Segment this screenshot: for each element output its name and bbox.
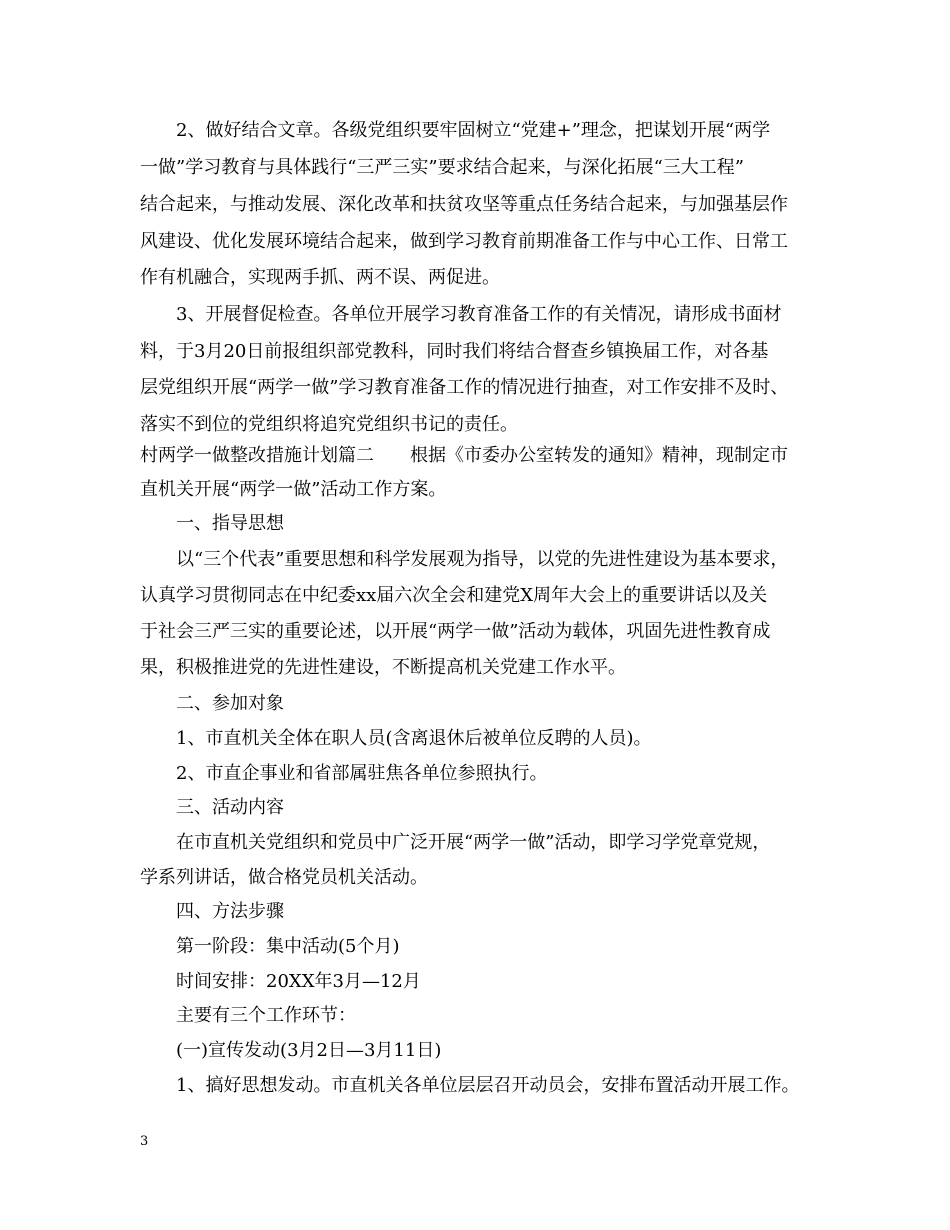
paragraph-line: 风建设、优化发展环境结合起来，做到学习教育前期准备工作与中心工作、日常工 bbox=[140, 231, 788, 252]
paragraph-line: 落实不到位的党组织将追究党组织书记的责任。 bbox=[140, 414, 518, 435]
section-heading: 一、指导思想 bbox=[176, 513, 284, 534]
paragraph-line: (一)宣传发动(3月2日—3月11日) bbox=[176, 1040, 442, 1061]
list-item: 1、市直机关全体在职人员(含离退休后被单位反聘的人员)。 bbox=[176, 728, 652, 749]
paragraph-line: 2、做好结合文章。各级党组织要牢固树立“党建+”理念，把谋划开展“两学 bbox=[176, 120, 771, 141]
paragraph-line: 果，积极推进党的先进性建设，不断提高机关党建工作水平。 bbox=[140, 657, 626, 678]
list-item: 2、市直企事业和省部属驻焦各单位参照执行。 bbox=[176, 763, 548, 784]
paragraph-line: 认真学习贯彻同志在中纪委xx届六次全会和建党X周年大会上的重要讲话以及关 bbox=[140, 585, 768, 606]
section-heading: 三、活动内容 bbox=[176, 797, 284, 818]
section-title-line: 村两学一做整改措施计划篇二 根据《市委办公室转发的通知》精神，现制定市 bbox=[140, 445, 788, 466]
paragraph-line: 于社会三严三实的重要论述，以开展“两学一做”活动为载体，巩固先进性教育成 bbox=[140, 621, 771, 642]
paragraph-line: 1、搞好思想发动。市直机关各单位层层召开动员会，安排布置活动开展工作。 bbox=[176, 1075, 800, 1096]
paragraph-line: 结合起来，与推动发展、深化改革和扶贫攻坚等重点任务结合起来，与加强基层作 bbox=[140, 194, 788, 215]
section-heading: 二、参加对象 bbox=[176, 693, 284, 714]
page-number: 3 bbox=[140, 1134, 149, 1149]
paragraph-line: 层党组织开展“两学一做”学习教育准备工作的情况进行抽查，对工作安排不及时、 bbox=[140, 377, 789, 398]
paragraph-line: 第一阶段：集中活动(5个月) bbox=[176, 936, 400, 957]
paragraph-line: 在市直机关党组织和党员中广泛开展“两学一做”活动，即学习学党章党规， bbox=[176, 832, 771, 853]
paragraph-line: 以“三个代表”重要思想和科学发展观为指导，以党的先进性建设为基本要求， bbox=[176, 549, 789, 570]
paragraph-line: 时间安排：20XX年3月—12月 bbox=[176, 971, 421, 992]
paragraph-line: 学系列讲话，做合格党员机关活动。 bbox=[140, 867, 428, 888]
paragraph-line: 3、开展督促检查。各单位开展学习教育准备工作的有关情况，请形成书面材 bbox=[176, 304, 782, 325]
paragraph-line: 作有机融合，实现两手抓、两不误、两促进。 bbox=[140, 267, 500, 288]
paragraph-line: 主要有三个工作环节： bbox=[176, 1005, 356, 1026]
paragraph-line: 直机关开展“两学一做”活动工作方案。 bbox=[140, 479, 447, 500]
paragraph-line: 料，于3月20日前报组织部党教科，同时我们将结合督查乡镇换届工作，对各基 bbox=[140, 341, 769, 362]
section-heading: 四、方法步骤 bbox=[176, 901, 284, 922]
paragraph-line: 一做”学习教育与具体践行“三严三实”要求结合起来，与深化拓展“三大工程” bbox=[140, 157, 745, 178]
